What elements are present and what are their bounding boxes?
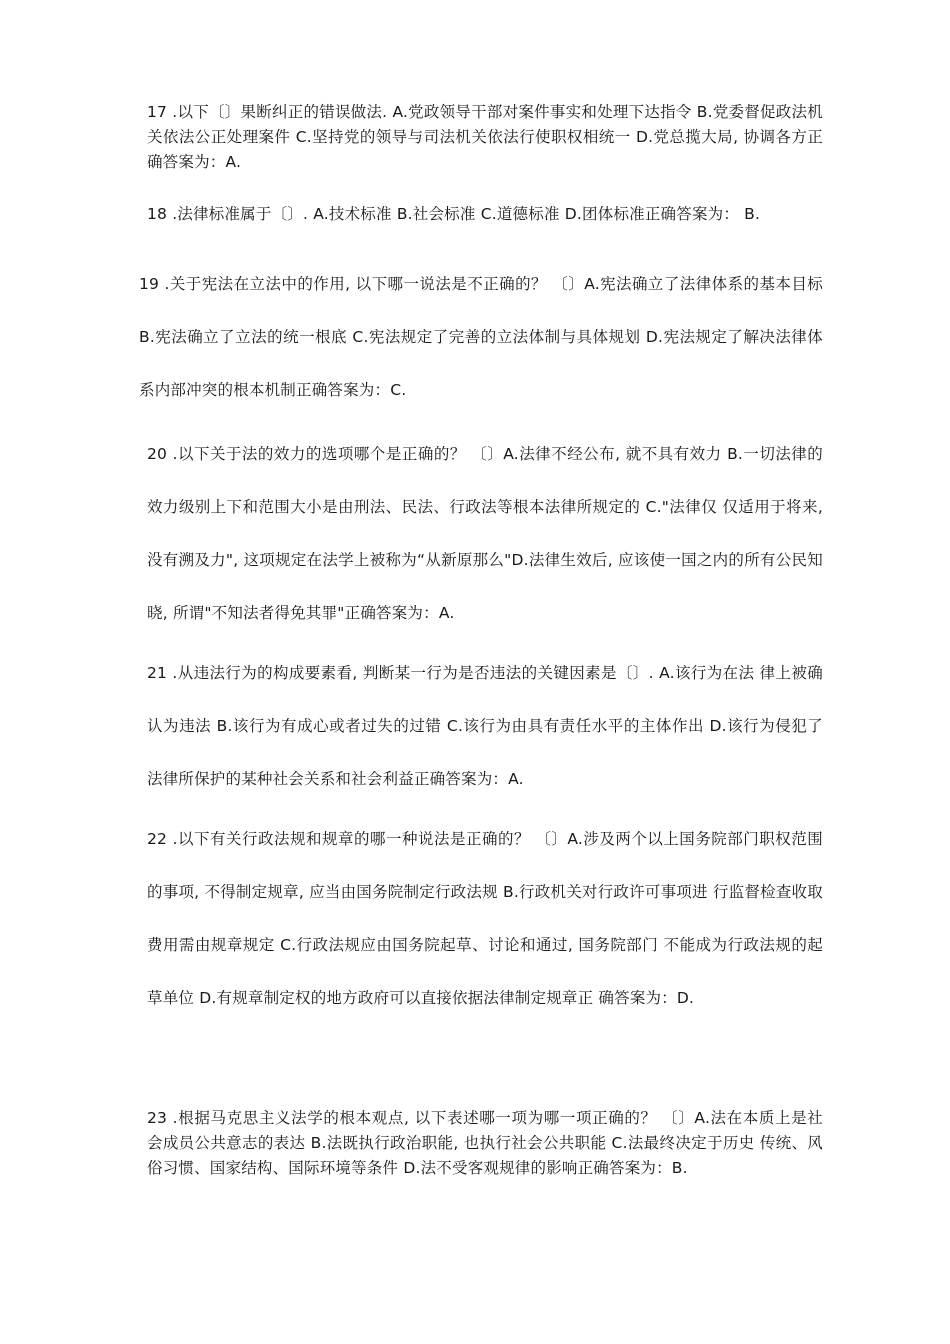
question-20 [139,428,823,640]
question-21 [139,647,823,806]
question-17-text: 17 .以下〔〕果断纠正的错误做法. A.党政领导干部对案件事实和处理下达指令 B.党委督促政法机关依法公正处理案件 C.坚持党的领导与司法机关依法行使职权相统一 D.党总揽大局, 协调各方正确答案为：A. [147,103,823,171]
question-18 [139,202,823,227]
question-19-text: 19 .关于宪法在立法中的作用, 以下哪一说法是不正确的？ 〔〕A.宪法确立了法律体系的基本目标 B.宪法确立了立法的统一根底 C.宪法规定了完善的立法体制与具体规划 D.宪法规定了解决法律体系内部冲突的根本机制正确答案为：C. [139,275,824,399]
question-22-text: 22 .以下有关行政法规和规章的哪一种说法是正确的？ 〔〕A.涉及两个以上国务院部门职权范围的事项, 不得制定规章, 应当由国务院制定行政法规 B.行政机关对行政许可事项进 行监督检查收取费用需由规章规定 C.行政法规应由国务院起草、讨论和通过, 国务院部门 不能成为行政法规的起草单位 D.有规章制定权的地方政府可以直接依据法律制定规章正 确答案为：D. [147,830,823,1007]
question-22 [139,813,823,1025]
question-23 [139,1106,823,1181]
question-21-text: 21 .从违法行为的构成要素看, 判断某一行为是否违法的关键因素是〔〕. A.该行为在法 律上被确认为违法 B.该行为有成心或者过失的过错 C.该行为由具有责任水平的主体作出 D.该行为侵犯了法律所保护的某种社会关系和社会利益正确答案为：A. [147,664,823,788]
question-17 [139,100,823,175]
question-18-text: 18 .法律标准属于〔〕. A.技术标准 B.社会标准 C.道德标准 D.团体标准正确答案为： B. [147,205,761,223]
question-19 [139,258,823,417]
question-23-text: 23 .根据马克思主义法学的根本观点, 以下表述哪一项为哪一项正确的？ 〔〕A.法在本质上是社 会成员公共意志的表达 B.法既执行政治职能, 也执行社会公共职能 C.法最终决定于历史 传统、风俗习惯、国家结构、国际环境等条件 D.法不受客观规律的影响正确答案为：B. [147,1109,823,1177]
question-20-text: 20 .以下关于法的效力的选项哪个是正确的？ 〔〕A.法律不经公布, 就不具有效力 B.一切法律的效力级别上下和范围大小是由刑法、民法、行政法等根本法律所规定的 C."法律仅 仅适用于将来, 没有溯及力", 这项规定在法学上被称为“从新原那么"D.法律生效后, 应该使一国之内的所有公民知晓, 所谓"不知法者得免其罪"正确答案为：A. [147,445,823,622]
